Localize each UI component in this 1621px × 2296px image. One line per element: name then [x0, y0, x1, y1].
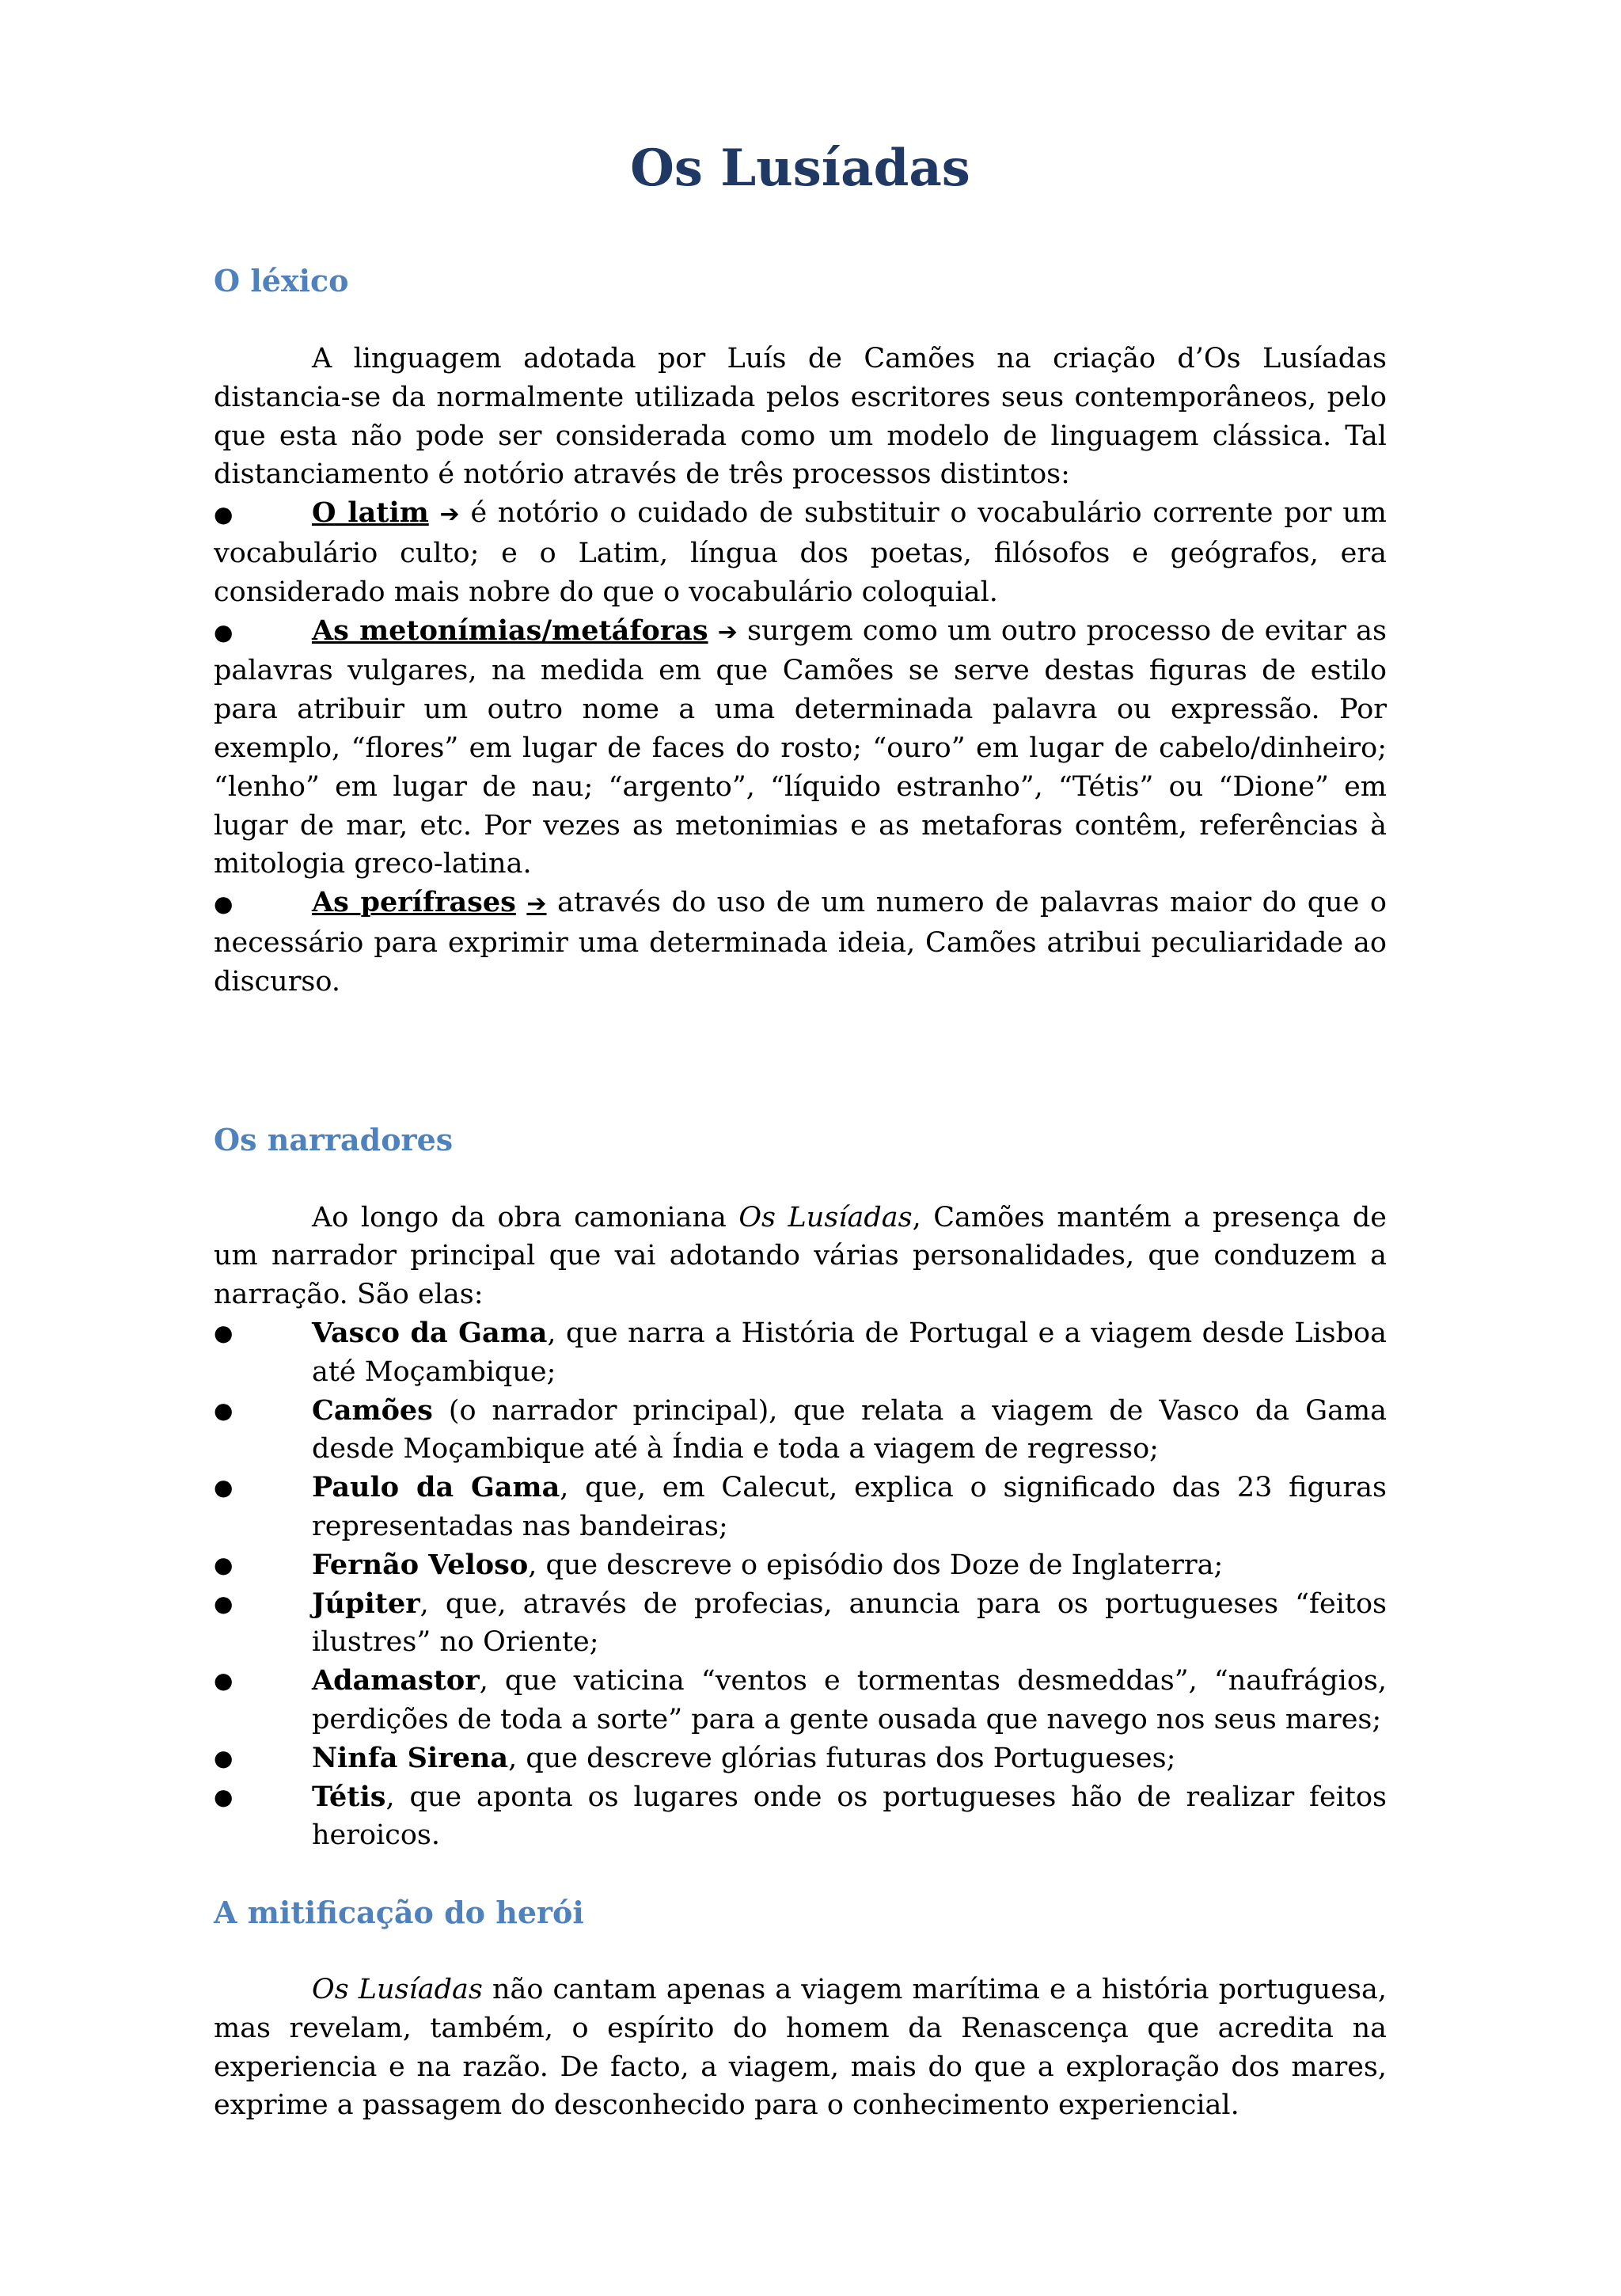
bullet-latim-text: é notório o cuidado de substituir o vocabulário corrente por um vocabulário culto; e o Latim, língua dos poetas, filósofos e geógrafos, era considerado mais nobre do que o vocabulário coloquial.: [214, 497, 1387, 608]
bullet-icon: ●: [214, 1551, 233, 1578]
section-heading-lexico: O léxico: [214, 263, 349, 298]
narradores-intro-end: , Camões mantém a presença de um narrador principal que vai adotando várias personalidades, que conduzem a narração. São elas:: [214, 1201, 1388, 1311]
bullet-perifrases: [214, 884, 1387, 1001]
narrator-name: Júpiter: [312, 1587, 420, 1620]
narrator-item: [214, 1546, 1387, 1585]
narrator-name: Fernão Veloso: [312, 1548, 529, 1581]
lexico-intro: A linguagem adotada por Luís de Camões na criação d’Os Lusíadas distancia-se da normalmente utilizada pelos escritores seus contemporâneos, pelo que esta não pode ser considerada como um modelo de linguagem clássica. Tal distanciamento é notório através de três processos distintos:: [214, 343, 1387, 491]
narrator-item: [214, 1314, 1387, 1392]
term-metonimias: As metonímias/metáforas: [312, 614, 708, 647]
narrator-name: Paulo da Gama: [312, 1471, 560, 1504]
bullet-perifrases-text: através do uso de um numero de palavras maior do que o necessário para exprimir uma determinada ideia, Camões atribui peculiaridade ao discurso.: [214, 887, 1387, 998]
section-heading-mitificacao: A mitificação do herói: [214, 1895, 584, 1931]
bullet-icon: ●: [214, 891, 233, 918]
bullet-icon: ●: [214, 1319, 233, 1346]
bullet-icon: ●: [214, 1667, 233, 1694]
narrator-item: [214, 1469, 1387, 1546]
narrator-list: [214, 1314, 1387, 1855]
narrator-name: Ninfa Sirena: [312, 1741, 509, 1774]
narradores-intro-start: Ao longo da obra camoniana: [312, 1201, 739, 1234]
narrator-description: , que, através de profecias, anuncia para os portugueses “feitos ilustres” no Oriente;: [312, 1587, 1387, 1659]
arrow-right-icon: ➔: [717, 618, 738, 646]
document-page: [214, 133, 1387, 2125]
narrator-description: , que narra a História de Portugal e a viagem desde Lisboa até Moçambique;: [312, 1317, 1387, 1388]
section-narradores: [214, 1119, 1387, 1856]
work-title: Os Lusíadas: [738, 1201, 913, 1234]
narrator-description: , que, em Calecut, explica o significado das 23 figuras representadas nas bandeiras;: [312, 1472, 1387, 1542]
bullet-icon: ●: [214, 1590, 233, 1617]
narrator-description: , que descreve glórias futuras dos Portugueses;: [508, 1742, 1176, 1774]
narrator-description: , que descreve o episódio dos Doze de Inglaterra;: [528, 1549, 1224, 1581]
narrator-name: Vasco da Gama: [312, 1316, 548, 1349]
work-title: Os Lusíadas: [312, 1974, 483, 2006]
bullet-icon: ●: [214, 1783, 233, 1810]
bullet-icon: ●: [214, 618, 233, 645]
section-lexico: [214, 260, 1387, 1002]
bullet-metonimias-text: surgem como um outro processo de evitar as palavras vulgares, na medida em que Camões se serve destas figuras de estilo para atribuir um outro nome a uma determinada palavra ou expressão. Por exemplo, “flores” em lugar de faces do rosto; “ouro” em lugar de cabelo/dinheiro; “lenho” em lugar de nau; “argento”, “líquido estranho”, “Tétis” ou “Dione” em lugar de mar, etc. Por vezes as metonimias e as metaforas contêm, referências à mitologia greco-latina.: [214, 614, 1387, 880]
mitificacao-paragraph: [214, 1971, 1387, 2125]
section-heading-narradores: Os narradores: [214, 1121, 454, 1158]
narrator-description: , que vaticina “ventos e tormentas desmeddas”, “naufrágios, perdições de toda a sorte” para a gente ousada que navego nos seus mares;: [312, 1665, 1387, 1735]
bullet-icon: ●: [214, 1474, 233, 1501]
narrator-item: [214, 1662, 1387, 1739]
term-perifrases: As perífrases: [312, 886, 516, 919]
narrator-description: , que aponta os lugares onde os portugueses hão de realizar feitos heroicos.: [312, 1781, 1387, 1852]
narrator-item: [214, 1778, 1387, 1856]
bullet-latim: [214, 494, 1387, 611]
narrator-item: [214, 1392, 1387, 1469]
mitificacao-text: não cantam apenas a viagem marítima e a história portuguesa, mas revelam, também, o espírito do homem da Renascença que acredita na experiencia e na razão. De facto, a viagem, mais do que a exploração dos mares, exprime a passagem do desconhecido para o conhecimento experiencial.: [214, 1974, 1387, 2122]
arrow-right-icon: ➔: [526, 890, 547, 918]
bullet-icon: ●: [214, 1397, 233, 1424]
section-mitificacao: [214, 1891, 1387, 2125]
narrator-name: Camões: [312, 1393, 433, 1427]
narrator-name: Adamastor: [312, 1664, 480, 1697]
bullet-icon: ●: [214, 1744, 233, 1771]
term-latim: O latim: [312, 496, 429, 530]
narrator-name: Tétis: [312, 1780, 386, 1813]
bullet-icon: ●: [214, 501, 233, 528]
narrator-item: [214, 1739, 1387, 1778]
narrator-description: (o narrador principal), que relata a viagem de Vasco da Gama desde Moçambique até à Índia e toda a viagem de regresso;: [312, 1394, 1387, 1465]
narradores-intro: [214, 1199, 1387, 1314]
narrator-item: [214, 1585, 1387, 1663]
document-title: Os Lusíadas: [630, 139, 970, 198]
arrow-right-icon: ➔: [439, 500, 460, 529]
bullet-metonimias: [214, 612, 1387, 884]
